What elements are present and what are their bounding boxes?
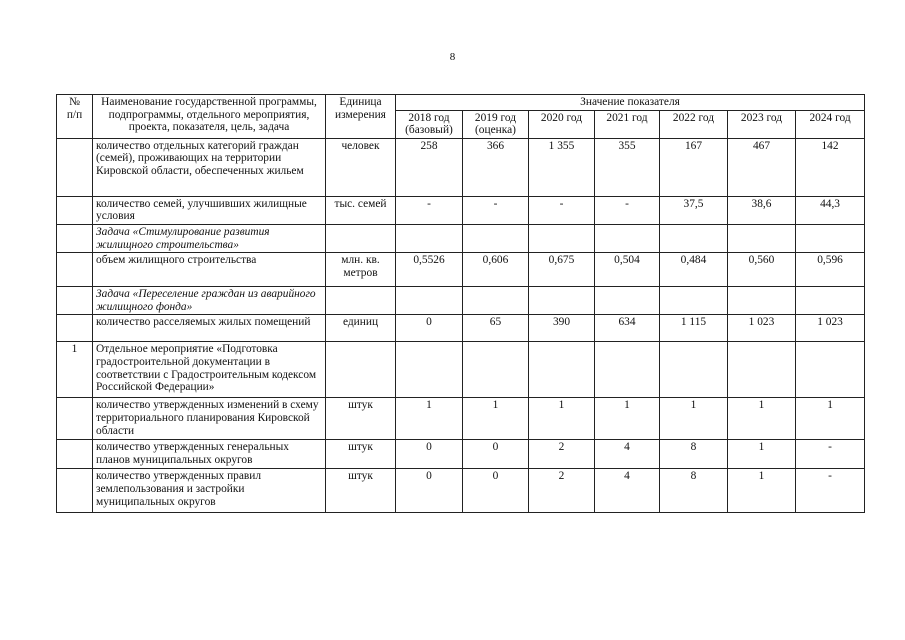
row-number (57, 440, 93, 469)
value-cell (595, 287, 660, 315)
header-year: 2023 год (728, 110, 796, 138)
indicator-name: количество расселяемых жилых помещений (93, 315, 326, 342)
indicator-name: количество утвержденных генеральных планов муниципальных округов (93, 440, 326, 469)
unit-cell: единиц (326, 315, 396, 342)
header-year: 2019 год (оценка) (463, 110, 529, 138)
value-cell (796, 287, 865, 315)
indicators-table (56, 94, 865, 513)
value-cell (796, 224, 865, 252)
value-cell (595, 342, 660, 398)
table-row (57, 196, 865, 224)
value-cell: 0,596 (796, 253, 865, 287)
value-cell: - (396, 196, 463, 224)
unit-cell: млн. кв. метров (326, 253, 396, 287)
header-year: 2021 год (595, 110, 660, 138)
header-year: 2020 год (529, 110, 595, 138)
header-value-group: Значение показателя (396, 95, 865, 111)
value-cell: 2 (529, 440, 595, 469)
row-number (57, 315, 93, 342)
unit-cell: тыс. семей (326, 196, 396, 224)
table-row (57, 138, 865, 196)
value-cell: 8 (660, 469, 728, 513)
value-cell: 0 (396, 440, 463, 469)
value-cell: 0,504 (595, 253, 660, 287)
value-cell (463, 342, 529, 398)
row-number (57, 398, 93, 440)
indicator-name: количество семей, улучшивших жилищные условия (93, 196, 326, 224)
header-name: Наименование государственной программы, подпрограммы, отдельного мероприятия, проекта, показателя, цель, задача (93, 95, 326, 139)
table-row (57, 253, 865, 287)
value-cell: 0,5526 (396, 253, 463, 287)
value-cell: - (796, 440, 865, 469)
value-cell (595, 224, 660, 252)
indicator-name: Отдельное мероприятие «Подготовка градостроительной документации в соответствии с Градостроительным кодексом Российской Федерации» (93, 342, 326, 398)
value-cell: - (463, 196, 529, 224)
table-body (57, 138, 865, 513)
indicator-name: количество отдельных категорий граждан (семей), проживающих на территории Кировской области, обеспеченных жильем (93, 138, 326, 196)
table-row (57, 469, 865, 513)
row-number (57, 253, 93, 287)
row-number: 1 (57, 342, 93, 398)
value-cell (796, 342, 865, 398)
value-cell: 37,5 (660, 196, 728, 224)
value-cell: 65 (463, 315, 529, 342)
value-cell: 0 (463, 440, 529, 469)
value-cell (660, 342, 728, 398)
header-year: 2018 год (базовый) (396, 110, 463, 138)
table-row (57, 287, 865, 315)
value-cell: 1 (529, 398, 595, 440)
header-unit: Единица измерения (326, 95, 396, 139)
value-cell: 1 (728, 398, 796, 440)
value-cell: 38,6 (728, 196, 796, 224)
header-num: № п/п (57, 95, 93, 139)
value-cell (728, 224, 796, 252)
value-cell: 0,675 (529, 253, 595, 287)
value-cell: 1 (728, 440, 796, 469)
value-cell: 2 (529, 469, 595, 513)
value-cell (660, 287, 728, 315)
unit-cell: штук (326, 440, 396, 469)
value-cell: 0 (463, 469, 529, 513)
value-cell (728, 287, 796, 315)
value-cell: 1 (728, 469, 796, 513)
value-cell: 0,606 (463, 253, 529, 287)
table-row (57, 224, 865, 252)
task-name: Задача «Стимулирование развития жилищного строительства» (93, 224, 326, 252)
table-row (57, 440, 865, 469)
table-row (57, 398, 865, 440)
value-cell: 1 (796, 398, 865, 440)
unit-cell: штук (326, 469, 396, 513)
header-row-1 (57, 95, 865, 111)
row-number (57, 287, 93, 315)
row-number (57, 224, 93, 252)
value-cell: 1 (396, 398, 463, 440)
unit-cell (326, 224, 396, 252)
value-cell: 258 (396, 138, 463, 196)
value-cell: 0,484 (660, 253, 728, 287)
value-cell: 142 (796, 138, 865, 196)
unit-cell (326, 287, 396, 315)
value-cell: 1 023 (728, 315, 796, 342)
value-cell (463, 287, 529, 315)
value-cell: 1 (463, 398, 529, 440)
value-cell: 366 (463, 138, 529, 196)
value-cell: 1 115 (660, 315, 728, 342)
value-cell (660, 224, 728, 252)
row-number (57, 196, 93, 224)
header-year: 2022 год (660, 110, 728, 138)
value-cell: 467 (728, 138, 796, 196)
value-cell (529, 342, 595, 398)
value-cell: 1 023 (796, 315, 865, 342)
value-cell: 1 (660, 398, 728, 440)
indicator-name: количество утвержденных изменений в схему территориального планирования Кировской области (93, 398, 326, 440)
value-cell (529, 224, 595, 252)
value-cell: 390 (529, 315, 595, 342)
value-cell: - (529, 196, 595, 224)
value-cell (396, 224, 463, 252)
value-cell: 355 (595, 138, 660, 196)
value-cell: - (796, 469, 865, 513)
page-number: 8 (449, 51, 456, 63)
indicator-name: объем жилищного строительства (93, 253, 326, 287)
value-cell: 4 (595, 440, 660, 469)
value-cell: 167 (660, 138, 728, 196)
value-cell (463, 224, 529, 252)
indicator-name: количество утвержденных правил землепользования и застройки муниципальных округов (93, 469, 326, 513)
value-cell: 634 (595, 315, 660, 342)
unit-cell (326, 342, 396, 398)
task-name: Задача «Переселение граждан из аварийного жилищного фонда» (93, 287, 326, 315)
value-cell: 0,560 (728, 253, 796, 287)
value-cell: - (595, 196, 660, 224)
row-number (57, 469, 93, 513)
value-cell: 8 (660, 440, 728, 469)
unit-cell: штук (326, 398, 396, 440)
value-cell: 0 (396, 315, 463, 342)
value-cell (728, 342, 796, 398)
table-row (57, 342, 865, 398)
value-cell: 44,3 (796, 196, 865, 224)
value-cell: 0 (396, 469, 463, 513)
value-cell (396, 342, 463, 398)
value-cell (529, 287, 595, 315)
table-row (57, 315, 865, 342)
row-number (57, 138, 93, 196)
value-cell (396, 287, 463, 315)
value-cell: 1 355 (529, 138, 595, 196)
value-cell: 4 (595, 469, 660, 513)
header-year: 2024 год (796, 110, 865, 138)
unit-cell: человек (326, 138, 396, 196)
value-cell: 1 (595, 398, 660, 440)
